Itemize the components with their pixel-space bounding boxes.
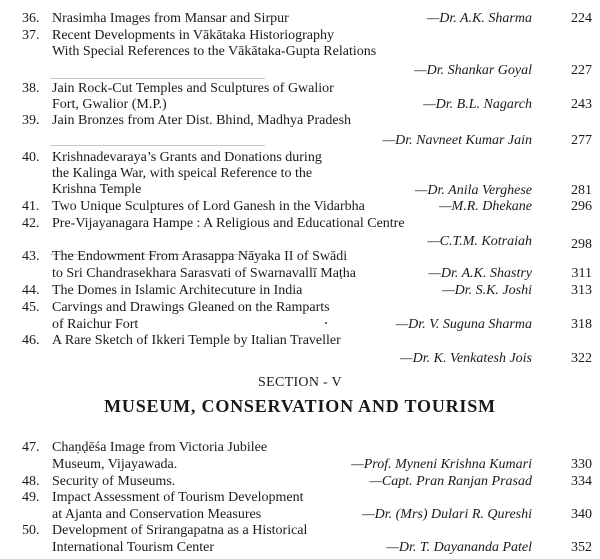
entry-page: 243	[571, 97, 592, 112]
entry-page: 298	[571, 237, 592, 252]
entry-title-line: the Kalinga War, with speical Reference to the	[52, 166, 313, 181]
entry-page: 227	[571, 63, 592, 78]
entry-number: 49.	[22, 490, 40, 505]
entry-page: 277	[571, 133, 592, 148]
entry-title-line: Krishna Temple	[52, 182, 142, 197]
entry-page: 330	[571, 457, 592, 472]
entry-author: —Dr. T. Dayananda Patel	[386, 540, 532, 555]
entry-page: 281	[571, 183, 592, 198]
entry-number: 50.	[22, 523, 40, 538]
entry-title-line: Pre-Vijayanagara Hampe : A Religious and Educational Centre	[52, 216, 405, 231]
entry-number: 45.	[22, 300, 40, 315]
divider	[50, 78, 265, 79]
entry-number: 41.	[22, 199, 40, 214]
entry-title-line: Chaṇḍēśa Image from Victoria Jubilee	[52, 440, 268, 455]
entry-title-line: Recent Developments in Vākātaka Historiography	[52, 28, 334, 43]
entry-title-line: International Tourism Center	[52, 540, 215, 555]
entry-title-line: of Raichur Fort	[52, 317, 139, 332]
entry-page: 296	[571, 199, 592, 214]
entry-number: 43.	[22, 249, 40, 264]
entry-title-line: to Sri Chandrasekhara Sarasvati of Swarnavallī Maṭha	[52, 266, 357, 281]
entry-title-line: The Endowment From Arasappa Nāyaka II of Swādi	[52, 249, 348, 264]
entry-page: 334	[571, 474, 592, 489]
entry-title-line: Jain Rock-Cut Temples and Sculptures of Gwalior	[52, 81, 334, 96]
entry-author: —Dr. A.K. Shastry	[428, 266, 532, 281]
entry-number: 44.	[22, 283, 40, 298]
entry-title-line: Museum, Vijayawada.	[52, 457, 178, 472]
entry-title-line: Krishnadevaraya’s Grants and Donations during	[52, 150, 322, 165]
print-speck	[325, 322, 327, 324]
entry-title-line: Security of Museums.	[52, 474, 176, 489]
entry-title-line: Two Unique Sculptures of Lord Ganesh in the Vidarbha	[52, 199, 365, 214]
entry-title-line: The Domes in Islamic Architecuture in India	[52, 283, 303, 298]
entry-page: 318	[571, 317, 592, 332]
entry-author: —Dr. V. Suguna Sharma	[395, 317, 532, 332]
entry-title-line: Development of Srirangapatna as a Historical	[52, 523, 308, 538]
entry-number: 46.	[22, 333, 40, 348]
entry-number: 42.	[22, 216, 40, 231]
entry-author: —Dr. (Mrs) Dulari R. Qureshi	[362, 507, 532, 522]
entry-title-line: at Ajanta and Conservation Measures	[52, 507, 262, 522]
entry-number: 37.	[22, 28, 40, 43]
entry-author: —Dr. A.K. Sharma	[426, 11, 532, 26]
entry-title-line: Jain Bronzes from Ater Dist. Bhind, Madhya Pradesh	[52, 113, 352, 128]
entry-title-line: A Rare Sketch of Ikkeri Temple by Italian Traveller	[52, 333, 341, 348]
entry-title-line: With Special References to the Vākātaka-Gupta Relations	[52, 44, 377, 59]
entry-title-line: Fort, Gwalior (M.P.)	[52, 97, 167, 112]
entry-number: 48.	[22, 474, 40, 489]
entry-number: 47.	[22, 440, 40, 455]
section-label: SECTION - V	[258, 375, 342, 390]
entry-author: —Dr. K. Venkatesh Jois	[400, 351, 532, 366]
entry-author: —Dr. S.K. Joshi	[442, 283, 532, 298]
entry-number: 40.	[22, 150, 40, 165]
section-title: MUSEUM, CONSERVATION AND TOURISM	[104, 396, 496, 416]
entry-number: 38.	[22, 81, 40, 96]
divider	[50, 145, 265, 146]
entry-title-line: Impact Assessment of Tourism Development	[52, 490, 304, 505]
entry-title-line: Nrasimha Images from Mansar and Sirpur	[52, 11, 289, 26]
entry-number: 39.	[22, 113, 40, 128]
entry-page: 313	[571, 283, 592, 298]
entry-author: —Dr. Anila Verghese	[414, 183, 532, 198]
entry-author: —Dr. Navneet Kumar Jain	[382, 133, 532, 148]
entry-author: —C.T.M. Kotraiah	[427, 234, 532, 249]
entry-number: 36.	[22, 11, 40, 26]
entry-page: 311	[571, 266, 592, 281]
entry-title-line: Carvings and Drawings Gleaned on the Ramparts	[52, 300, 330, 315]
entry-page: 322	[571, 351, 592, 366]
entry-author: —Capt. Pran Ranjan Prasad	[369, 474, 532, 489]
entry-author: —Dr. Shankar Goyal	[414, 63, 532, 78]
entry-page: 352	[571, 540, 592, 555]
entry-author: —M.R. Dhekane	[439, 199, 532, 214]
entry-page: 340	[571, 507, 592, 522]
entry-page: 224	[571, 11, 592, 26]
entry-author: —Prof. Myneni Krishna Kumari	[351, 457, 532, 472]
entry-author: —Dr. B.L. Nagarch	[423, 97, 532, 112]
